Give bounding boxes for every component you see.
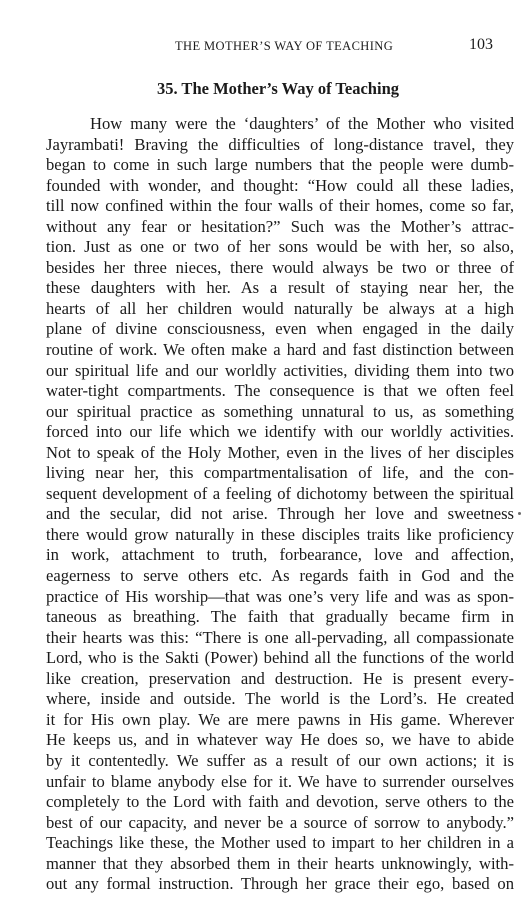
text-line: and the secular, did not arise. Through her love and sweetness xyxy=(46,504,514,524)
text-line: till now confined within the four walls of their homes, come so far, xyxy=(46,196,514,216)
text-line: our spiritual life and our worldly activities, dividing them into two xyxy=(46,360,514,380)
text-line: hearts of all her children would naturally be always at a high xyxy=(46,298,514,318)
text-line: manner that they absorbed them in their hearts unknowingly, with- xyxy=(46,853,514,873)
text-line: taneous as breathing. The faith that gradually became firm in xyxy=(46,607,514,627)
text-line: He keeps us, and in whatever way He does so, we have to abide xyxy=(46,730,514,750)
running-title: THE MOTHER’S WAY OF TEACHING xyxy=(175,39,394,53)
text-line: completely to the Lord with faith and devotion, serve others to the xyxy=(46,792,514,812)
text-line: practice of His worship—that was one’s very life and was as spon- xyxy=(46,586,514,606)
margin-speck xyxy=(518,512,521,515)
text-line: it for His own play. We are mere pawns in His game. Wherever xyxy=(46,709,514,729)
text-line: Jayrambati! Braving the difficulties of long-distance travel, they xyxy=(46,134,514,154)
text-line: forced into our life which we identify with our worldly activities. xyxy=(46,422,514,442)
text-line: there would grow naturally in these disciples traits like proficiency xyxy=(46,524,514,544)
body-paragraph xyxy=(46,114,514,895)
text-line: unfair to blame anybody else for it. We have to surrender ourselves xyxy=(46,771,514,791)
text-line: where, inside and outside. The world is the Lord’s. He created xyxy=(46,689,514,709)
text-line: Not to speak of the Holy Mother, even in the lives of her disciples xyxy=(46,442,514,462)
text-line: living near her, this compartmentalisation of life, and the con- xyxy=(46,463,514,483)
text-line: these daughters with her. As a result of staying near her, the xyxy=(46,278,514,298)
text-line: Teachings like these, the Mother used to impart to her children in a xyxy=(46,833,514,853)
text-line: How many were the ‘daughters’ of the Mother who visited xyxy=(90,114,514,133)
text-line: water-tight compartments. The consequence is that we often feel xyxy=(46,381,514,401)
text-line: tion. Just as one or two of her sons would be with her, so also, xyxy=(46,237,514,257)
text-line: founded with wonder, and thought: “How could all these ladies, xyxy=(46,175,514,195)
text-line: routine of work. We often make a hard and fast distinction between xyxy=(46,340,514,360)
text-line: sequent development of a feeling of dichotomy between the spiritual xyxy=(46,483,514,503)
text-line: out any formal instruction. Through her grace their ego, based on xyxy=(46,874,514,894)
text-line: without any fear or hesitation?” Such was the Mother’s attrac- xyxy=(46,216,514,236)
text-line: began to come in such large numbers that the people were dumb- xyxy=(46,155,514,175)
page-number: 103 xyxy=(469,36,493,53)
text-line: best of our capacity, and never be a source of sorrow to anybody.” xyxy=(46,812,514,832)
text-line: like creation, preservation and destruction. He is present every- xyxy=(46,668,514,688)
text-line: their hearts was this: “There is one all-pervading, all compassionate xyxy=(46,627,514,647)
chapter-title: 35. The Mother’s Way of Teaching xyxy=(156,79,399,98)
running-header xyxy=(0,36,532,56)
text-line: Lord, who is the Sakti (Power) behind all the functions of the world xyxy=(46,648,514,668)
text-line: eagerness to serve others etc. As regards faith in God and the xyxy=(46,566,514,586)
text-line: by it contentedly. We suffer as a result of our own actions; it is xyxy=(46,750,514,770)
text-line: in work, attachment to truth, forbearance, love and affection, xyxy=(46,545,514,565)
text-line: plane of divine consciousness, even when engaged in the daily xyxy=(46,319,514,339)
text-line: our spiritual practice as something unnatural to us, as something xyxy=(46,401,514,421)
text-line: besides her three nieces, there would always be two or three of xyxy=(46,257,514,277)
